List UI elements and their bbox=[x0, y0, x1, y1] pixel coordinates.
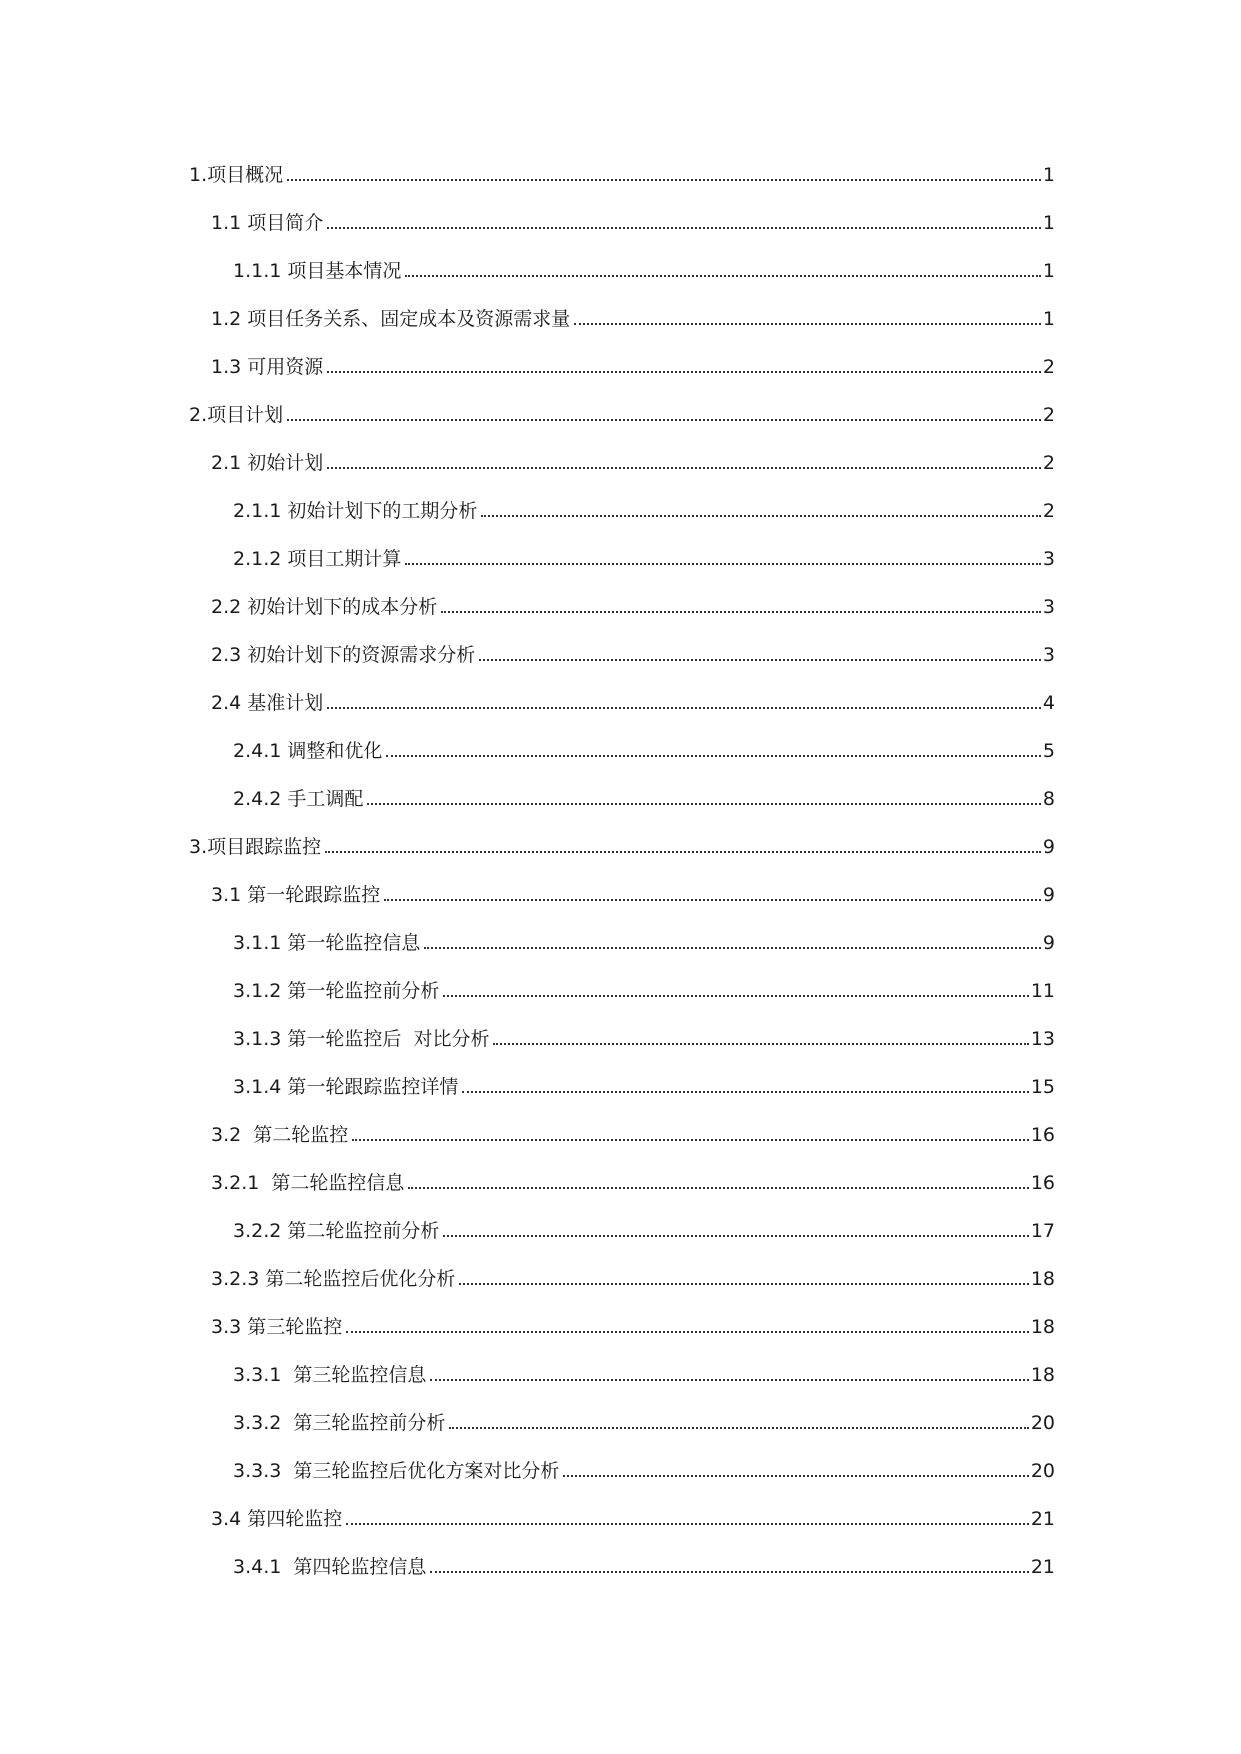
toc-entry-title: 3.项目跟踪监控 bbox=[189, 836, 322, 858]
toc-entry[interactable] bbox=[233, 1213, 1055, 1243]
toc-page-number: 16 bbox=[1030, 1172, 1055, 1194]
toc-page-number: 2 bbox=[1042, 500, 1055, 522]
toc-dot-leader bbox=[346, 1523, 1029, 1525]
toc-entry[interactable] bbox=[211, 349, 1055, 379]
toc-page-number: 9 bbox=[1042, 932, 1055, 954]
toc-page-number: 3 bbox=[1042, 548, 1055, 570]
toc-dot-leader bbox=[386, 755, 1041, 757]
toc-dot-leader bbox=[346, 1331, 1029, 1333]
toc-dot-leader bbox=[443, 1235, 1028, 1237]
toc-page-number: 15 bbox=[1030, 1076, 1055, 1098]
toc-dot-leader bbox=[459, 1283, 1028, 1285]
toc-entry-title: 3.3.1 第三轮监控信息 bbox=[233, 1364, 427, 1386]
toc-page-number: 1 bbox=[1042, 164, 1055, 186]
toc-dot-leader bbox=[287, 419, 1041, 421]
toc-dot-leader bbox=[367, 803, 1041, 805]
toc-page-number: 1 bbox=[1042, 212, 1055, 234]
toc-entry-title: 3.4.1 第四轮监控信息 bbox=[233, 1556, 427, 1578]
toc-page-number: 3 bbox=[1042, 596, 1055, 618]
toc-dot-leader bbox=[481, 515, 1041, 517]
toc-dot-leader bbox=[574, 323, 1041, 325]
toc-dot-leader bbox=[327, 707, 1041, 709]
toc-entry-title: 3.3.3 第三轮监控后优化方案对比分析 bbox=[233, 1460, 560, 1482]
toc-page-number: 9 bbox=[1042, 884, 1055, 906]
toc-entry-title: 1.项目概况 bbox=[189, 164, 284, 186]
toc-entry[interactable] bbox=[233, 1357, 1055, 1387]
toc-dot-leader bbox=[408, 1187, 1028, 1189]
toc-page-number: 18 bbox=[1030, 1364, 1055, 1386]
toc-entry-title: 2.4 基准计划 bbox=[211, 692, 324, 714]
toc-page-number: 20 bbox=[1030, 1412, 1055, 1434]
toc-entry-title: 2.4.2 手工调配 bbox=[233, 788, 364, 810]
toc-entry-title: 3.1 第一轮跟踪监控 bbox=[211, 884, 381, 906]
toc-page-number: 9 bbox=[1042, 836, 1055, 858]
toc-entry-title: 3.2 第二轮监控 bbox=[211, 1124, 349, 1146]
toc-entry-title: 3.3.2 第三轮监控前分析 bbox=[233, 1412, 446, 1434]
toc-entry-title: 3.2.1 第二轮监控信息 bbox=[211, 1172, 405, 1194]
toc-page-number: 5 bbox=[1042, 740, 1055, 762]
toc-entry[interactable] bbox=[189, 157, 1055, 187]
toc-entry-title: 1.3 可用资源 bbox=[211, 356, 324, 378]
toc-entry[interactable] bbox=[233, 925, 1055, 955]
toc-dot-leader bbox=[327, 227, 1041, 229]
toc-dot-leader bbox=[405, 563, 1041, 565]
toc-entry[interactable] bbox=[233, 1069, 1055, 1099]
toc-entry[interactable] bbox=[211, 1501, 1055, 1531]
toc-entry-title: 1.2 项目任务关系、固定成本及资源需求量 bbox=[211, 308, 571, 330]
toc-entry-title: 3.1.3 第一轮监控后 对比分析 bbox=[233, 1028, 490, 1050]
toc-entry[interactable] bbox=[211, 589, 1055, 619]
toc-entry[interactable] bbox=[211, 685, 1055, 715]
toc-entry-title: 1.1.1 项目基本情况 bbox=[233, 260, 402, 282]
toc-dot-leader bbox=[493, 1043, 1028, 1045]
toc-entry-title: 2.项目计划 bbox=[189, 404, 284, 426]
toc-entry-title: 3.1.4 第一轮跟踪监控详情 bbox=[233, 1076, 459, 1098]
toc-entry[interactable] bbox=[211, 637, 1055, 667]
toc-page-number: 1 bbox=[1042, 260, 1055, 282]
toc-page-number: 4 bbox=[1042, 692, 1055, 714]
toc-page-number: 2 bbox=[1042, 452, 1055, 474]
toc-entry[interactable] bbox=[233, 733, 1055, 763]
toc-dot-leader bbox=[443, 995, 1028, 997]
toc-entry[interactable] bbox=[211, 1165, 1055, 1195]
toc-entry-title: 2.1 初始计划 bbox=[211, 452, 324, 474]
toc-entry-title: 3.2.2 第二轮监控前分析 bbox=[233, 1220, 440, 1242]
toc-page-number: 11 bbox=[1030, 980, 1055, 1002]
toc-entry-title: 2.1.2 项目工期计算 bbox=[233, 548, 402, 570]
toc-dot-leader bbox=[430, 1571, 1028, 1573]
toc-dot-leader bbox=[327, 371, 1041, 373]
toc-page-number: 21 bbox=[1030, 1508, 1055, 1530]
toc-entry-title: 2.4.1 调整和优化 bbox=[233, 740, 383, 762]
toc-page-number: 3 bbox=[1042, 644, 1055, 666]
toc-entry-title: 3.2.3 第二轮监控后优化分析 bbox=[211, 1268, 456, 1290]
toc-dot-leader bbox=[405, 275, 1041, 277]
toc-entry-title: 3.4 第四轮监控 bbox=[211, 1508, 343, 1530]
toc-dot-leader bbox=[384, 899, 1041, 901]
toc-page-number: 18 bbox=[1030, 1268, 1055, 1290]
toc-entry[interactable] bbox=[233, 253, 1055, 283]
toc-page-number: 18 bbox=[1030, 1316, 1055, 1338]
toc-entry[interactable] bbox=[189, 829, 1055, 859]
toc-entry[interactable] bbox=[233, 781, 1055, 811]
toc-dot-leader bbox=[563, 1475, 1028, 1477]
toc-entry[interactable] bbox=[211, 205, 1055, 235]
toc-entry-title: 2.2 初始计划下的成本分析 bbox=[211, 596, 438, 618]
toc-dot-leader bbox=[430, 1379, 1028, 1381]
toc-entry[interactable] bbox=[211, 1261, 1055, 1291]
toc-dot-leader bbox=[327, 467, 1041, 469]
toc-entry[interactable] bbox=[211, 1117, 1055, 1147]
toc-page-number: 21 bbox=[1030, 1556, 1055, 1578]
toc-entry-title: 3.1.2 第一轮监控前分析 bbox=[233, 980, 440, 1002]
toc-dot-leader bbox=[462, 1091, 1028, 1093]
toc-entry[interactable] bbox=[233, 541, 1055, 571]
toc-entry[interactable] bbox=[233, 1549, 1055, 1579]
toc-entry[interactable] bbox=[211, 877, 1055, 907]
toc-dot-leader bbox=[325, 851, 1041, 853]
toc-page-number: 2 bbox=[1042, 404, 1055, 426]
toc-entry-title: 3.1.1 第一轮监控信息 bbox=[233, 932, 421, 954]
toc-entry-title: 2.3 初始计划下的资源需求分析 bbox=[211, 644, 476, 666]
toc-dot-leader bbox=[352, 1139, 1029, 1141]
toc-page-number: 17 bbox=[1030, 1220, 1055, 1242]
toc-entry[interactable] bbox=[233, 493, 1055, 523]
toc-dot-leader bbox=[441, 611, 1041, 613]
toc-entry-title: 3.3 第三轮监控 bbox=[211, 1316, 343, 1338]
toc-entry[interactable] bbox=[189, 397, 1055, 427]
toc-dot-leader bbox=[449, 1427, 1028, 1429]
toc-entry[interactable] bbox=[233, 1453, 1055, 1483]
toc-page-number: 2 bbox=[1042, 356, 1055, 378]
toc-entry-title: 1.1 项目简介 bbox=[211, 212, 324, 234]
toc-entry[interactable] bbox=[233, 1021, 1055, 1051]
toc-entry-title: 2.1.1 初始计划下的工期分析 bbox=[233, 500, 478, 522]
toc-page-number: 8 bbox=[1042, 788, 1055, 810]
toc-entry[interactable] bbox=[211, 445, 1055, 475]
toc-page-number: 13 bbox=[1030, 1028, 1055, 1050]
toc-page-number: 20 bbox=[1030, 1460, 1055, 1482]
toc-page-number: 1 bbox=[1042, 308, 1055, 330]
toc-entry[interactable] bbox=[211, 1309, 1055, 1339]
toc-dot-leader bbox=[479, 659, 1041, 661]
toc-dot-leader bbox=[287, 179, 1041, 181]
toc-page-number: 16 bbox=[1030, 1124, 1055, 1146]
toc-dot-leader bbox=[424, 947, 1041, 949]
toc-entry[interactable] bbox=[233, 973, 1055, 1003]
toc-entry[interactable] bbox=[211, 301, 1055, 331]
toc-entry[interactable] bbox=[233, 1405, 1055, 1435]
